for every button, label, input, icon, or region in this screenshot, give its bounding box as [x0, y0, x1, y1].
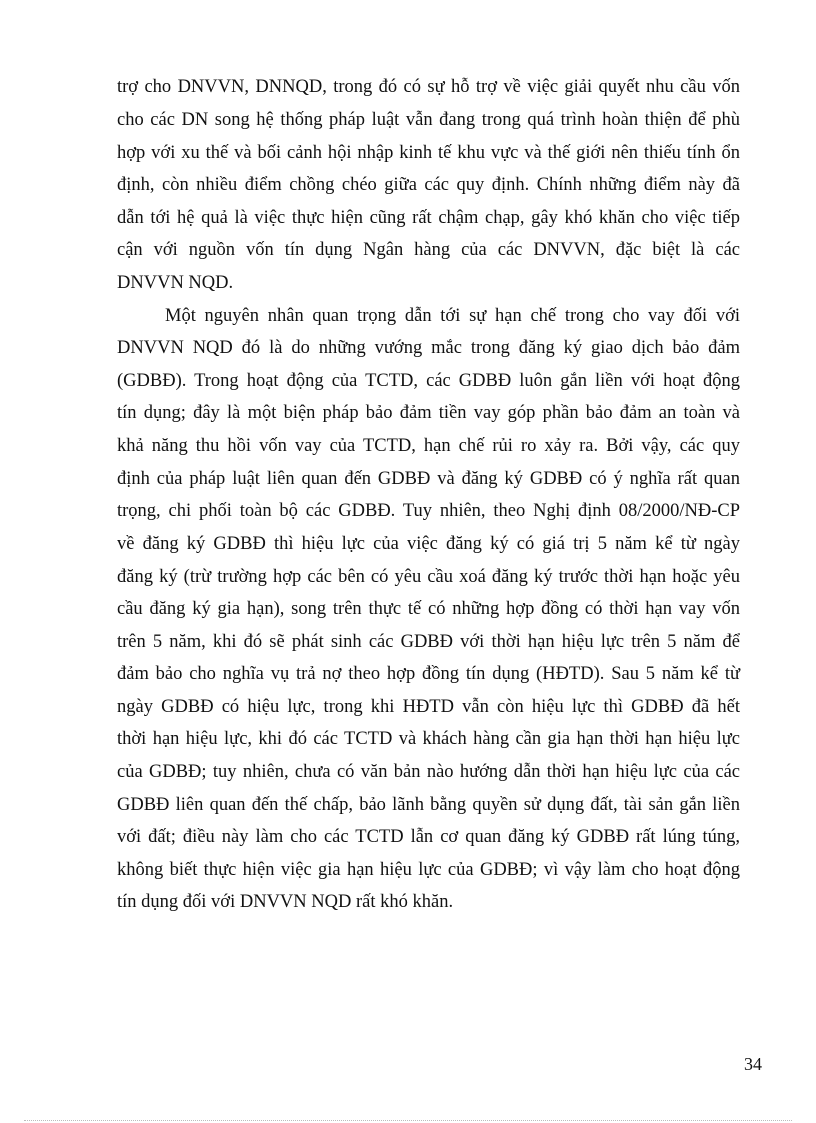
paragraph-1-line-3: hợp với xu thế và bối cảnh hội nhập kinh tế khu vực và thế giới nên thiếu tính ổn [117, 143, 740, 163]
paragraph-2-line-4: tín dụng; đây là một biện pháp bảo đảm tiền vay góp phần bảo đảm an toàn và [117, 403, 740, 423]
paragraph-2-line-16: GDBĐ liên quan đến thế chấp, bảo lãnh bằng quyền sử dụng đất, tài sản gắn liền [117, 795, 740, 815]
paragraph-2-line-17: với đất; điều này làm cho các TCTD lẫn cơ quan đăng ký GDBĐ rất lúng túng, [117, 827, 740, 847]
paragraph-1-line-1: trợ cho DNVVN, DNNQD, trong đó có sự hỗ trợ về việc giải quyết nhu cầu vốn [117, 77, 740, 97]
paragraph-2-line-11: trên 5 năm, khi đó sẽ phát sinh các GDBĐ với thời hạn hiệu lực trên 5 năm để [117, 632, 740, 652]
paragraph-2-line-13: ngày GDBĐ có hiệu lực, trong khi HĐTD vẫn còn hiệu lực thì GDBĐ đã hết [117, 697, 740, 717]
paragraph-2-line-8: về đăng ký GDBĐ thì hiệu lực của việc đăng ký có giá trị 5 năm kể từ ngày [117, 534, 740, 554]
paragraph-2-line-5: khả năng thu hồi vốn vay của TCTD, hạn chế rủi ro xảy ra. Bởi vậy, các quy [117, 436, 740, 456]
paragraph-2-line-15: của GDBĐ; tuy nhiên, chưa có văn bản nào hướng dẫn thời hạn hiệu lực của các [117, 762, 740, 782]
paragraph-2-line-9: đăng ký (trừ trường hợp các bên có yêu cầu xoá đăng ký trước thời hạn hoặc yêu [117, 567, 740, 587]
paragraph-1-line-7: DNVVN NQD. [117, 273, 234, 293]
paragraph-1-line-6: cận với nguồn vốn tín dụng Ngân hàng của các DNVVN, đặc biệt là các [117, 240, 740, 260]
paragraph-1-line-4: định, còn nhiều điểm chồng chéo giữa các quy định. Chính những điểm này đã [117, 175, 740, 195]
paragraph-2-line-12: đảm bảo cho nghĩa vụ trả nợ theo hợp đồng tín dụng (HĐTD). Sau 5 năm kể từ [117, 664, 740, 684]
paragraph-2-line-18: không biết thực hiện việc gia hạn hiệu lực của GDBĐ; vì vậy làm cho hoạt động [117, 860, 740, 880]
paragraph-2-line-10: cầu đăng ký gia hạn), song trên thực tế có những hợp đồng có thời hạn vay vốn [117, 599, 740, 619]
paragraph-2-line-1: Một nguyên nhân quan trọng dẫn tới sự hạn chế trong cho vay đối với [165, 306, 740, 326]
paragraph-1-line-5: dẫn tới hệ quả là việc thực hiện cũng rất chậm chạp, gây khó khăn cho việc tiếp [117, 208, 740, 228]
paragraph-2-line-14: thời hạn hiệu lực, khi đó các TCTD và khách hàng cần gia hạn thời hạn hiệu lực [117, 729, 740, 749]
paragraph-2-line-19: tín dụng đối với DNVVN NQD rất khó khăn. [117, 892, 454, 912]
paragraph-2-line-2: DNVVN NQD đó là do những vướng mắc trong đăng ký giao dịch bảo đảm [117, 338, 740, 358]
page-number: 34 [744, 1054, 762, 1074]
paragraph-2-line-3: (GDBĐ). Trong hoạt động của TCTD, các GDBĐ luôn gắn liền với hoạt động [117, 371, 740, 391]
paragraph-2-line-7: trọng, chi phối toàn bộ các GDBĐ. Tuy nhiên, theo Nghị định 08/2000/NĐ-CP [117, 501, 740, 521]
page-bottom-edge [24, 1120, 792, 1121]
paragraph-1-line-2: cho các DN song hệ thống pháp luật vẫn đang trong quá trình hoàn thiện để phù [117, 110, 740, 130]
paragraph-2-line-6: định của pháp luật liên quan đến GDBĐ và đăng ký GDBĐ có ý nghĩa rất quan [117, 469, 740, 489]
